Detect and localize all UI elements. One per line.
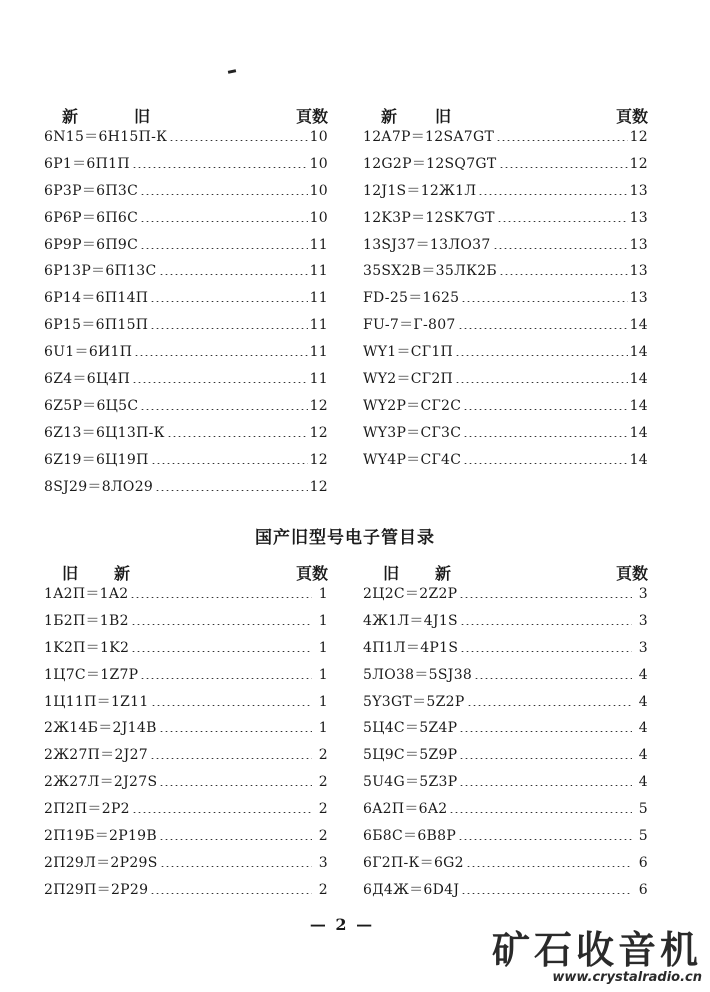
dot-leader [140, 237, 307, 249]
tube-equivalence: 1Ц7C＝1Z7P [44, 666, 139, 683]
page-ref: 12 [309, 451, 328, 468]
page-ref: 14 [629, 424, 648, 441]
tube-equivalence: 6Г2П-К＝6G2 [363, 854, 464, 871]
tube-equivalence: 4Ж1Л＝4J1S [363, 612, 458, 629]
page-ref: 3 [638, 586, 648, 602]
tube-equivalence: 1Ц11П＝1Z11 [44, 693, 149, 710]
page-ref: 4 [638, 693, 648, 710]
page-ref: 2 [318, 828, 328, 845]
tube-equivalence: 5U4G＝5Z3P [363, 774, 458, 791]
dot-leader [463, 452, 627, 464]
page-ref: 11 [309, 263, 328, 280]
tube-equivalence: 6A2П＝6A2 [363, 801, 448, 818]
page-ref: 14 [629, 371, 648, 388]
tube-equivalence: 12K3P＝12SK7GT [363, 209, 495, 226]
page-ref: 1 [318, 720, 328, 737]
list-item [363, 449, 648, 476]
list-item [363, 879, 648, 906]
dot-leader [460, 613, 632, 625]
dot-leader [455, 344, 628, 356]
list-item [44, 260, 328, 287]
column-header [44, 104, 328, 126]
tube-equivalence: 6Б8С＝6B8P [363, 828, 457, 845]
list-item [363, 207, 648, 234]
dot-leader [460, 640, 632, 652]
tube-equivalence: 5ЛО38＝5SJ38 [363, 666, 473, 683]
page-ref: 4 [638, 747, 648, 764]
list-item [44, 879, 328, 906]
page-ref: 13 [629, 263, 648, 280]
top-right-column [363, 104, 648, 476]
list-item [44, 422, 328, 449]
tube-equivalence: 1K2П＝1K2 [44, 639, 130, 656]
tube-equivalence: 6P1＝6П1П [44, 155, 130, 172]
tube-equivalence: 12A7P＝12SA7GT [363, 129, 495, 145]
section-title: 国产旧型号电子管目录 [255, 528, 435, 548]
dot-leader [463, 398, 627, 410]
top-left-column [44, 104, 328, 502]
list-item [44, 664, 328, 691]
list-item [363, 287, 648, 314]
page-ref: 11 [309, 371, 328, 388]
list-item [44, 852, 328, 879]
tube-equivalence: 2Ж27П＝2J27 [44, 747, 148, 764]
list-item [363, 341, 648, 368]
column-header [363, 104, 648, 126]
tube-equivalence: 6Z19＝6Ц19П [44, 451, 149, 468]
column-header [363, 561, 648, 583]
dot-leader [458, 828, 632, 840]
tube-equivalence: WY3P＝СГ3С [363, 424, 462, 441]
page-ref: 6 [638, 881, 648, 898]
list-item [44, 314, 328, 341]
list-item [44, 368, 328, 395]
dot-leader [155, 479, 307, 491]
header-old-label: 旧 [435, 107, 452, 126]
dot-leader [463, 425, 627, 437]
tube-equivalence: 6P13P＝6П13С [44, 263, 157, 280]
list-item [363, 798, 648, 825]
tube-equivalence: 6U1＝6И1П [44, 344, 133, 361]
tube-equivalence: 5Y3GT＝5Z2P [363, 693, 465, 710]
dot-leader [449, 801, 632, 813]
dot-leader [150, 882, 312, 894]
header-old-label: 旧 [62, 564, 79, 583]
page-ref: 12 [309, 478, 328, 495]
page-ref: 2 [318, 881, 328, 898]
watermark-name: 矿石收音机 [491, 928, 702, 972]
dot-leader [150, 290, 307, 302]
tube-equivalence: 1Б2П＝1B2 [44, 612, 129, 629]
tube-equivalence: 6Д4Ж＝6D4J [363, 881, 460, 898]
header-pages-label: 頁数 [295, 564, 328, 583]
list-item [363, 395, 648, 422]
bottom-left-column [44, 561, 328, 906]
tube-list [363, 126, 648, 476]
tube-equivalence: 4П1Л＝4P1S [363, 639, 459, 656]
page-ref: 10 [309, 209, 328, 226]
dot-leader [151, 694, 312, 706]
column-header [44, 561, 328, 583]
tube-equivalence: 6Z4＝6Ц4П [44, 371, 131, 388]
list-item [363, 368, 648, 395]
tube-equivalence: 5Ц9С＝5Z9P [363, 747, 458, 764]
list-item [44, 744, 328, 771]
page-ref: 11 [309, 290, 328, 307]
list-item [44, 287, 328, 314]
dot-leader [132, 371, 307, 383]
dot-leader [132, 801, 312, 813]
page-ref: 5 [638, 828, 648, 845]
list-item [363, 314, 648, 341]
page-ref: 12 [309, 397, 328, 414]
dot-leader [493, 237, 628, 249]
tube-list [363, 583, 648, 906]
list-item [363, 771, 648, 798]
list-item [44, 449, 328, 476]
dot-leader [130, 586, 312, 598]
page-ref: 13 [629, 236, 648, 253]
watermark-url: www.crystalradio.cn [552, 970, 702, 985]
list-item [363, 664, 648, 691]
page-ref: 2 [318, 801, 328, 818]
dot-leader [160, 855, 312, 867]
dot-leader [478, 183, 627, 195]
list-item [363, 852, 648, 879]
page-ref: 1 [318, 639, 328, 656]
page-ref: 4 [638, 774, 648, 791]
tube-equivalence: 2П19Б＝2P19B [44, 828, 157, 845]
page-ref: 4 [638, 666, 648, 683]
page-ref: 2 [318, 774, 328, 791]
tube-equivalence: 2Ц2С＝2Z2P [363, 586, 458, 602]
list-item [44, 207, 328, 234]
list-item [363, 717, 648, 744]
tube-equivalence: 1A2П＝1A2 [44, 586, 129, 602]
dot-leader [151, 452, 308, 464]
tube-equivalence: 6Z5P＝6Ц5С [44, 397, 139, 414]
header-pages-label: 頁数 [295, 107, 328, 126]
tube-equivalence: 2Ж14Б＝2J14B [44, 720, 157, 737]
page-ref: 12 [629, 129, 648, 145]
page-ref: 5 [638, 801, 648, 818]
dot-leader [496, 129, 627, 141]
tube-equivalence: 6Z13＝6Ц13П-К [44, 424, 165, 441]
page-ref: 14 [629, 344, 648, 361]
tube-equivalence: 12J1S＝12Ж1Л [363, 182, 477, 199]
dot-leader [150, 317, 307, 329]
dot-leader [459, 720, 632, 732]
list-item [363, 637, 648, 664]
tube-equivalence: 6N15＝6H15П-К [44, 129, 168, 145]
page-ref: 6 [638, 854, 648, 871]
list-item [363, 744, 648, 771]
tube-equivalence: 6P15＝6П15П [44, 317, 149, 334]
page-ref: 13 [629, 209, 648, 226]
page-ref: 14 [629, 451, 648, 468]
dot-leader [459, 747, 632, 759]
dot-leader [131, 640, 312, 652]
header-old-label: 旧 [383, 564, 400, 583]
dot-leader [134, 344, 307, 356]
tube-equivalence: WY2P＝СГ2С [363, 397, 462, 414]
page-ref: 12 [309, 424, 328, 441]
dot-leader [140, 210, 307, 222]
page-ref: 14 [629, 317, 648, 334]
page-ref: 1 [318, 586, 328, 602]
list-item [44, 476, 328, 503]
tube-equivalence: 2П29П＝2P29 [44, 881, 149, 898]
tube-equivalence: 13SJ37＝13ЛО37 [363, 236, 491, 253]
page-ref: 2 [318, 747, 328, 764]
dot-leader [132, 156, 308, 168]
page-ref: 1 [318, 666, 328, 683]
tube-list [44, 583, 328, 906]
list-item [44, 395, 328, 422]
list-item [44, 180, 328, 207]
dot-leader [458, 317, 628, 329]
list-item [44, 825, 328, 852]
list-item [363, 610, 648, 637]
list-item [44, 798, 328, 825]
dot-leader [455, 371, 628, 383]
header-new-label: 新 [381, 107, 398, 126]
tube-equivalence: 35SX2B＝35ЛК2Б [363, 263, 497, 280]
dot-leader [461, 290, 627, 302]
dot-leader [159, 263, 308, 275]
page-ref: 11 [309, 344, 328, 361]
page-number: — 2 — [309, 915, 375, 934]
dot-leader [140, 183, 307, 195]
list-item [44, 234, 328, 261]
dot-leader [474, 667, 632, 679]
page-ref: 10 [309, 155, 328, 172]
tube-equivalence: FU-7＝Г-807 [363, 317, 456, 334]
page-ref: 13 [629, 182, 648, 199]
list-item [44, 126, 328, 153]
header-new-label: 新 [62, 107, 79, 126]
tube-equivalence: WY1＝СГ1П [363, 344, 454, 361]
dot-leader [150, 747, 312, 759]
tube-equivalence: 5Ц4С＝5Z4P [363, 720, 458, 737]
page-ref: 10 [309, 182, 328, 199]
page-ref: 3 [638, 639, 648, 656]
dot-leader [159, 720, 312, 732]
list-item [44, 691, 328, 718]
list-item [363, 825, 648, 852]
header-pages-label: 頁数 [615, 564, 648, 583]
tube-equivalence: 6P14＝6П14П [44, 290, 149, 307]
dot-leader [459, 774, 632, 786]
tube-equivalence: 6P9P＝6П9С [44, 236, 139, 253]
list-item [44, 583, 328, 610]
page-ref: 10 [309, 129, 328, 145]
stray-mark [228, 69, 236, 74]
page-ref: 3 [638, 612, 648, 629]
tube-equivalence: 6P6P＝6П6С [44, 209, 139, 226]
dot-leader [131, 613, 312, 625]
tube-equivalence: FD-25＝1625 [363, 290, 460, 307]
page-ref: 11 [309, 236, 328, 253]
dot-leader [159, 774, 312, 786]
dot-leader [159, 828, 312, 840]
tube-equivalence: 2П2П＝2P2 [44, 801, 130, 818]
tube-list [44, 126, 328, 502]
list-item [363, 126, 648, 153]
list-item [363, 691, 648, 718]
tube-equivalence: 2П29Л＝2P29S [44, 854, 158, 871]
page-ref: 3 [318, 854, 328, 871]
dot-leader [140, 667, 312, 679]
header-old-label: 旧 [134, 107, 151, 126]
page-ref: 11 [309, 317, 328, 334]
page-ref: 4 [638, 720, 648, 737]
watermark [492, 930, 702, 986]
header-new-label: 新 [435, 564, 452, 583]
dot-leader [467, 694, 632, 706]
list-item [44, 717, 328, 744]
list-item [44, 610, 328, 637]
tube-equivalence: 8SJ29＝8ЛО29 [44, 478, 154, 495]
page-ref: 1 [318, 693, 328, 710]
dot-leader [167, 425, 308, 437]
dot-leader [499, 263, 628, 275]
tube-equivalence: WY2＝СГ2П [363, 371, 454, 388]
dot-leader [461, 882, 632, 894]
list-item [363, 234, 648, 261]
page-ref: 12 [629, 155, 648, 172]
tube-equivalence: 12G2P＝12SQ7GT [363, 155, 497, 172]
tube-equivalence: WY4P＝СГ4С [363, 451, 462, 468]
dot-leader [497, 210, 628, 222]
list-item [44, 637, 328, 664]
tube-equivalence: 6P3P＝6П3С [44, 182, 139, 199]
dot-leader [499, 156, 628, 168]
tube-equivalence: 2Ж27Л＝2J27S [44, 774, 158, 791]
list-item [363, 153, 648, 180]
list-item [363, 260, 648, 287]
header-pages-label: 頁数 [615, 107, 648, 126]
page-ref: 1 [318, 612, 328, 629]
header-new-label: 新 [114, 564, 131, 583]
list-item [363, 422, 648, 449]
dot-leader [459, 586, 632, 598]
dot-leader [169, 129, 307, 141]
dot-leader [466, 855, 632, 867]
list-item [44, 771, 328, 798]
list-item [44, 153, 328, 180]
page-ref: 13 [629, 290, 648, 307]
dot-leader [140, 398, 307, 410]
bottom-right-column [363, 561, 648, 906]
page-ref: 14 [629, 397, 648, 414]
list-item [44, 341, 328, 368]
list-item [363, 583, 648, 610]
list-item [363, 180, 648, 207]
